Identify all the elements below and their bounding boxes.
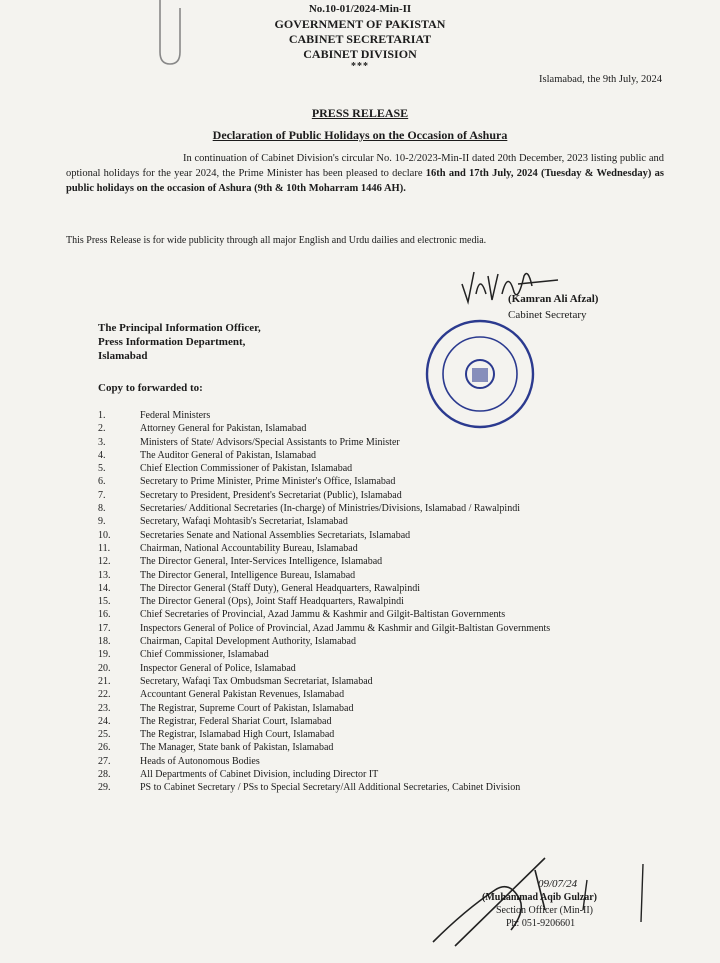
- list-item: [98, 475, 618, 488]
- list-item-text: The Registrar, Islamabad High Court, Islamabad: [140, 729, 335, 741]
- signatory-name: (Kamran Ali Afzal): [508, 293, 599, 305]
- list-item-number: 26.: [98, 742, 111, 754]
- list-item: [98, 768, 618, 781]
- list-item: [98, 529, 618, 542]
- list-item: [98, 555, 618, 568]
- section-officer-name: (Muhammad Aqib Gulzar): [482, 892, 598, 903]
- header-stars: ***: [351, 61, 369, 72]
- list-item: [98, 515, 618, 528]
- list-item-number: 2.: [98, 423, 106, 435]
- list-item-number: 3.: [98, 436, 106, 448]
- list-item-number: 7.: [98, 489, 106, 501]
- list-item-text: Heads of Autonomous Bodies: [140, 755, 260, 767]
- list-item-number: 20.: [98, 662, 111, 674]
- list-item: [98, 409, 618, 422]
- list-item-text: Secretary to President, President's Secretariat (Public), Islamabad: [140, 489, 402, 501]
- list-item: [98, 702, 618, 715]
- body-holiday-dates: 16th and 17th July, 2024 (Tuesday & Wednesday) as public holidays on the occasion of Ashura (9th & 10th Moharram 1446 AH).: [66, 168, 664, 194]
- section-officer-designation: Section Officer (Min-II): [496, 905, 594, 916]
- list-item-text: Chief Secretaries of Provincial, Azad Jammu & Kashmir and Gilgit-Baltistan Governments: [140, 609, 506, 621]
- list-item-text: PS to Cabinet Secretary / PSs to Special Secretary/All Additional Secretaries, Cabinet Division: [140, 782, 521, 794]
- list-item: [98, 662, 618, 675]
- list-item-number: 8.: [98, 503, 106, 515]
- list-item: [98, 755, 618, 768]
- list-item-text: The Director General (Ops), Joint Staff Headquarters, Rawalpindi: [140, 596, 404, 608]
- list-item-number: 24.: [98, 715, 111, 727]
- header-secretariat: CABINET SECRETARIAT: [288, 32, 432, 46]
- list-item-text: All Departments of Cabinet Division, including Director IT: [140, 769, 379, 781]
- list-item-number: 13.: [98, 569, 111, 581]
- list-item-number: 15.: [98, 596, 111, 608]
- list-item-text: The Registrar, Supreme Court of Pakistan, Islamabad: [140, 702, 354, 714]
- list-item-text: Accountant General Pakistan Revenues, Islamabad: [140, 689, 345, 701]
- list-item-text: The Director General, Intelligence Bureau, Islamabad: [140, 569, 356, 581]
- list-item-text: Chief Commissioner, Islamabad: [140, 649, 269, 661]
- body-intro: In continuation of Cabinet Division's circular No. 10-2/2023-Min-II dated 20th December, 2023 listing public and optional holidays for the year 2024, the Prime Minister has been pleased to declare: [66, 153, 664, 179]
- addressee-line-2: Press Information Department,: [98, 336, 246, 348]
- section-officer-phone: Ph: 051-9206601: [506, 918, 576, 929]
- list-item-number: 16.: [98, 609, 111, 621]
- copy-heading: Copy to forwarded to:: [98, 382, 203, 394]
- subject-heading: Declaration of Public Holidays on the Occasion of Ashura: [212, 128, 508, 142]
- list-item-number: 18.: [98, 636, 111, 648]
- list-item: [98, 449, 618, 462]
- list-item: [98, 436, 618, 449]
- list-item: [98, 648, 618, 661]
- list-item: [98, 622, 618, 635]
- list-item: [98, 688, 618, 701]
- section-officer-block: [482, 878, 597, 930]
- list-item-number: 4.: [98, 449, 106, 461]
- press-release-heading: PRESS RELEASE: [311, 106, 409, 120]
- copy-list: [98, 409, 618, 795]
- addressee-line-1: The Principal Information Officer,: [98, 322, 261, 334]
- list-item-number: 21.: [98, 675, 111, 687]
- list-item-number: 5.: [98, 463, 106, 475]
- list-item: [98, 608, 618, 621]
- list-item-text: Inspector General of Police, Islamabad: [140, 662, 296, 674]
- list-item: [98, 635, 618, 648]
- list-item-text: Secretary, Wafaqi Tax Ombudsman Secretariat, Islamabad: [140, 675, 373, 687]
- list-item-text: Federal Ministers: [140, 410, 211, 421]
- list-item: [98, 502, 618, 515]
- list-item-number: 11.: [98, 542, 111, 554]
- header-government: GOVERNMENT OF PAKISTAN: [274, 17, 446, 31]
- list-item-number: 1.: [98, 410, 106, 421]
- addressee-line-3: Islamabad: [98, 350, 148, 362]
- list-item: [98, 595, 618, 608]
- list-item: [98, 542, 618, 555]
- list-item: [98, 462, 618, 475]
- publicity-note: This Press Release is for wide publicity through all major English and Urdu dailies and electronic media.: [66, 235, 487, 246]
- list-item: [98, 728, 618, 741]
- list-item-text: Chief Election Commissioner of Pakistan, Islamabad: [140, 463, 353, 475]
- list-item-number: 25.: [98, 729, 111, 741]
- list-item-text: The Registrar, Federal Shariat Court, Islamabad: [140, 715, 332, 727]
- list-item-text: The Auditor General of Pakistan, Islamabad: [140, 449, 317, 461]
- list-item-text: Attorney General for Pakistan, Islamabad: [140, 423, 307, 435]
- list-item-text: Secretaries/ Additional Secretaries (In-charge) of Ministries/Divisions, Islamabad / Rawalpindi: [140, 503, 520, 515]
- addressee-block: [98, 321, 261, 363]
- list-item-text: The Manager, State bank of Pakistan, Islamabad: [140, 742, 334, 754]
- list-item-text: Secretary, Wafaqi Mohtasib's Secretariat, Islamabad: [140, 516, 348, 528]
- list-item-number: 19.: [98, 649, 111, 661]
- list-item: [98, 715, 618, 728]
- header-division: CABINET DIVISION: [303, 47, 417, 61]
- list-item-number: 9.: [98, 516, 106, 528]
- date-line: Islamabad, the 9th July, 2024: [539, 74, 662, 85]
- list-item: [98, 489, 618, 502]
- list-item-number: 12.: [98, 556, 111, 568]
- list-item-number: 10.: [98, 529, 111, 541]
- list-item-number: 29.: [98, 782, 111, 794]
- list-item: [98, 422, 618, 435]
- list-item-text: Chairman, National Accountability Bureau, Islamabad: [140, 542, 358, 554]
- list-item-number: 28.: [98, 769, 111, 781]
- handwritten-date: 09/07/24: [538, 878, 578, 890]
- list-item: [98, 675, 618, 688]
- list-item-text: Inspectors General of Police of Provincial, Azad Jammu & Kashmir and Gilgit-Baltistan Governments: [140, 622, 551, 634]
- list-item-text: Secretary to Prime Minister, Prime Minister's Office, Islamabad: [140, 476, 396, 488]
- list-item-number: 27.: [98, 755, 111, 767]
- list-item-number: 22.: [98, 689, 111, 701]
- list-item-number: 23.: [98, 702, 111, 714]
- list-item-text: Ministers of State/ Advisors/Special Assistants to Prime Minister: [140, 436, 400, 448]
- list-item-text: Chairman, Capital Development Authority, Islamabad: [140, 636, 356, 648]
- body-paragraph: [66, 151, 664, 196]
- list-item: [98, 781, 618, 794]
- signatory-designation: Cabinet Secretary: [508, 309, 587, 321]
- reference-number: No.10-01/2024-Min-II: [308, 3, 412, 15]
- list-item-number: 17.: [98, 622, 111, 634]
- list-item-text: The Director General, Inter-Services Intelligence, Islamabad: [140, 556, 383, 568]
- list-item-text: The Director General (Staff Duty), General Headquarters, Rawalpindi: [140, 582, 420, 594]
- list-item-number: 14.: [98, 582, 111, 594]
- list-item: [98, 569, 618, 582]
- list-item: [98, 582, 618, 595]
- list-item-number: 6.: [98, 476, 106, 488]
- list-item: [98, 741, 618, 754]
- list-item-text: Secretaries Senate and National Assemblies Secretariats, Islamabad: [140, 529, 411, 541]
